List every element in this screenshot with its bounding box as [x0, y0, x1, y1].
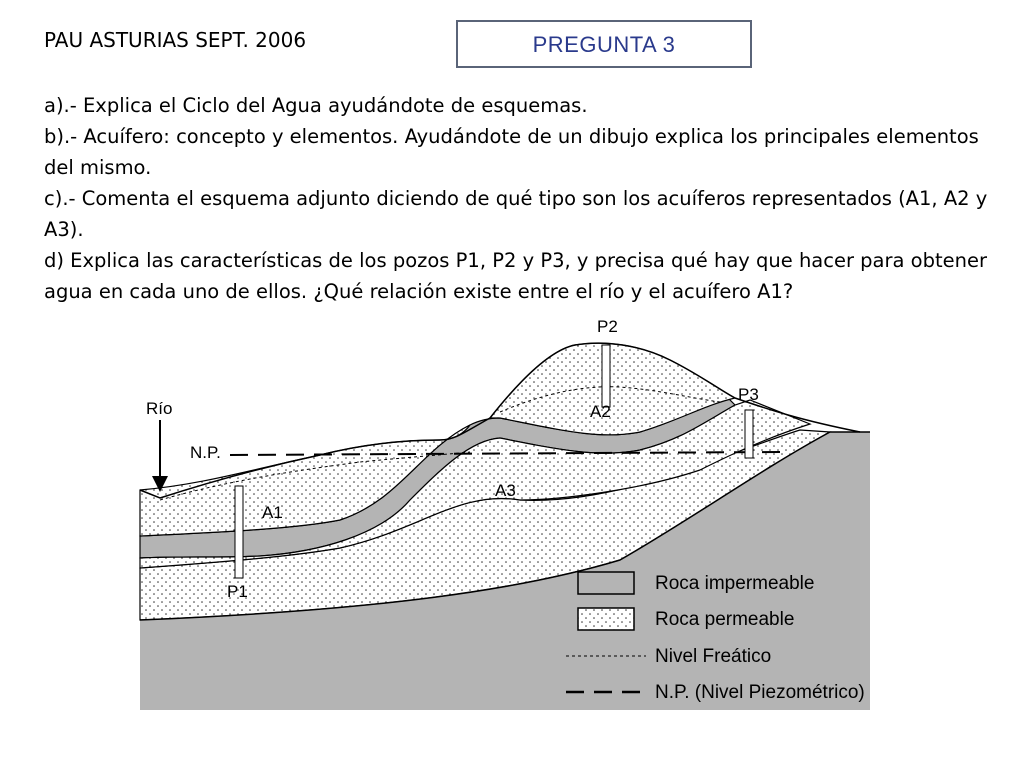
legend-permeable-swatch	[578, 608, 634, 630]
question-d: d) Explica las características de los pozos P1, P2 y P3, y precisa qué hay que hacer para obtener agua en cada uno de ellos. ¿Qué relación existe entre el río y el acuífero A1?	[44, 249, 987, 303]
well-p1	[235, 486, 243, 578]
legend-water-table-label: Nivel Freático	[655, 646, 772, 667]
legend-impermeable-swatch	[578, 572, 634, 594]
well-p2	[602, 345, 610, 407]
label-p2: P2	[597, 317, 618, 336]
question-number-box: PREGUNTA 3	[456, 20, 752, 68]
label-a1: A1	[262, 503, 283, 522]
legend-impermeable-label: Roca impermeable	[655, 573, 815, 594]
label-p3: P3	[738, 385, 759, 404]
label-np: N.P.	[190, 443, 221, 462]
exam-source-title: PAU ASTURIAS SEPT. 2006	[44, 28, 307, 52]
well-p3	[745, 410, 753, 458]
legend-permeable-label: Roca permeable	[655, 609, 795, 630]
label-a3: A3	[495, 481, 516, 500]
question-a: a).- Explica el Ciclo del Agua ayudándote de esquemas.	[44, 94, 588, 117]
label-p1: P1	[227, 582, 248, 601]
legend-piezometric-label: N.P. (Nivel Piezométrico)	[655, 682, 865, 703]
label-river: Río	[146, 399, 173, 418]
question-c: c).- Comenta el esquema adjunto diciendo de qué tipo son los acuíferos representados (A1, A2 y A3).	[44, 187, 988, 241]
question-b: b).- Acuífero: concepto y elementos. Ayudándote de un dibujo explica los principales elementos del mismo.	[44, 125, 979, 179]
label-a2: A2	[590, 402, 611, 421]
